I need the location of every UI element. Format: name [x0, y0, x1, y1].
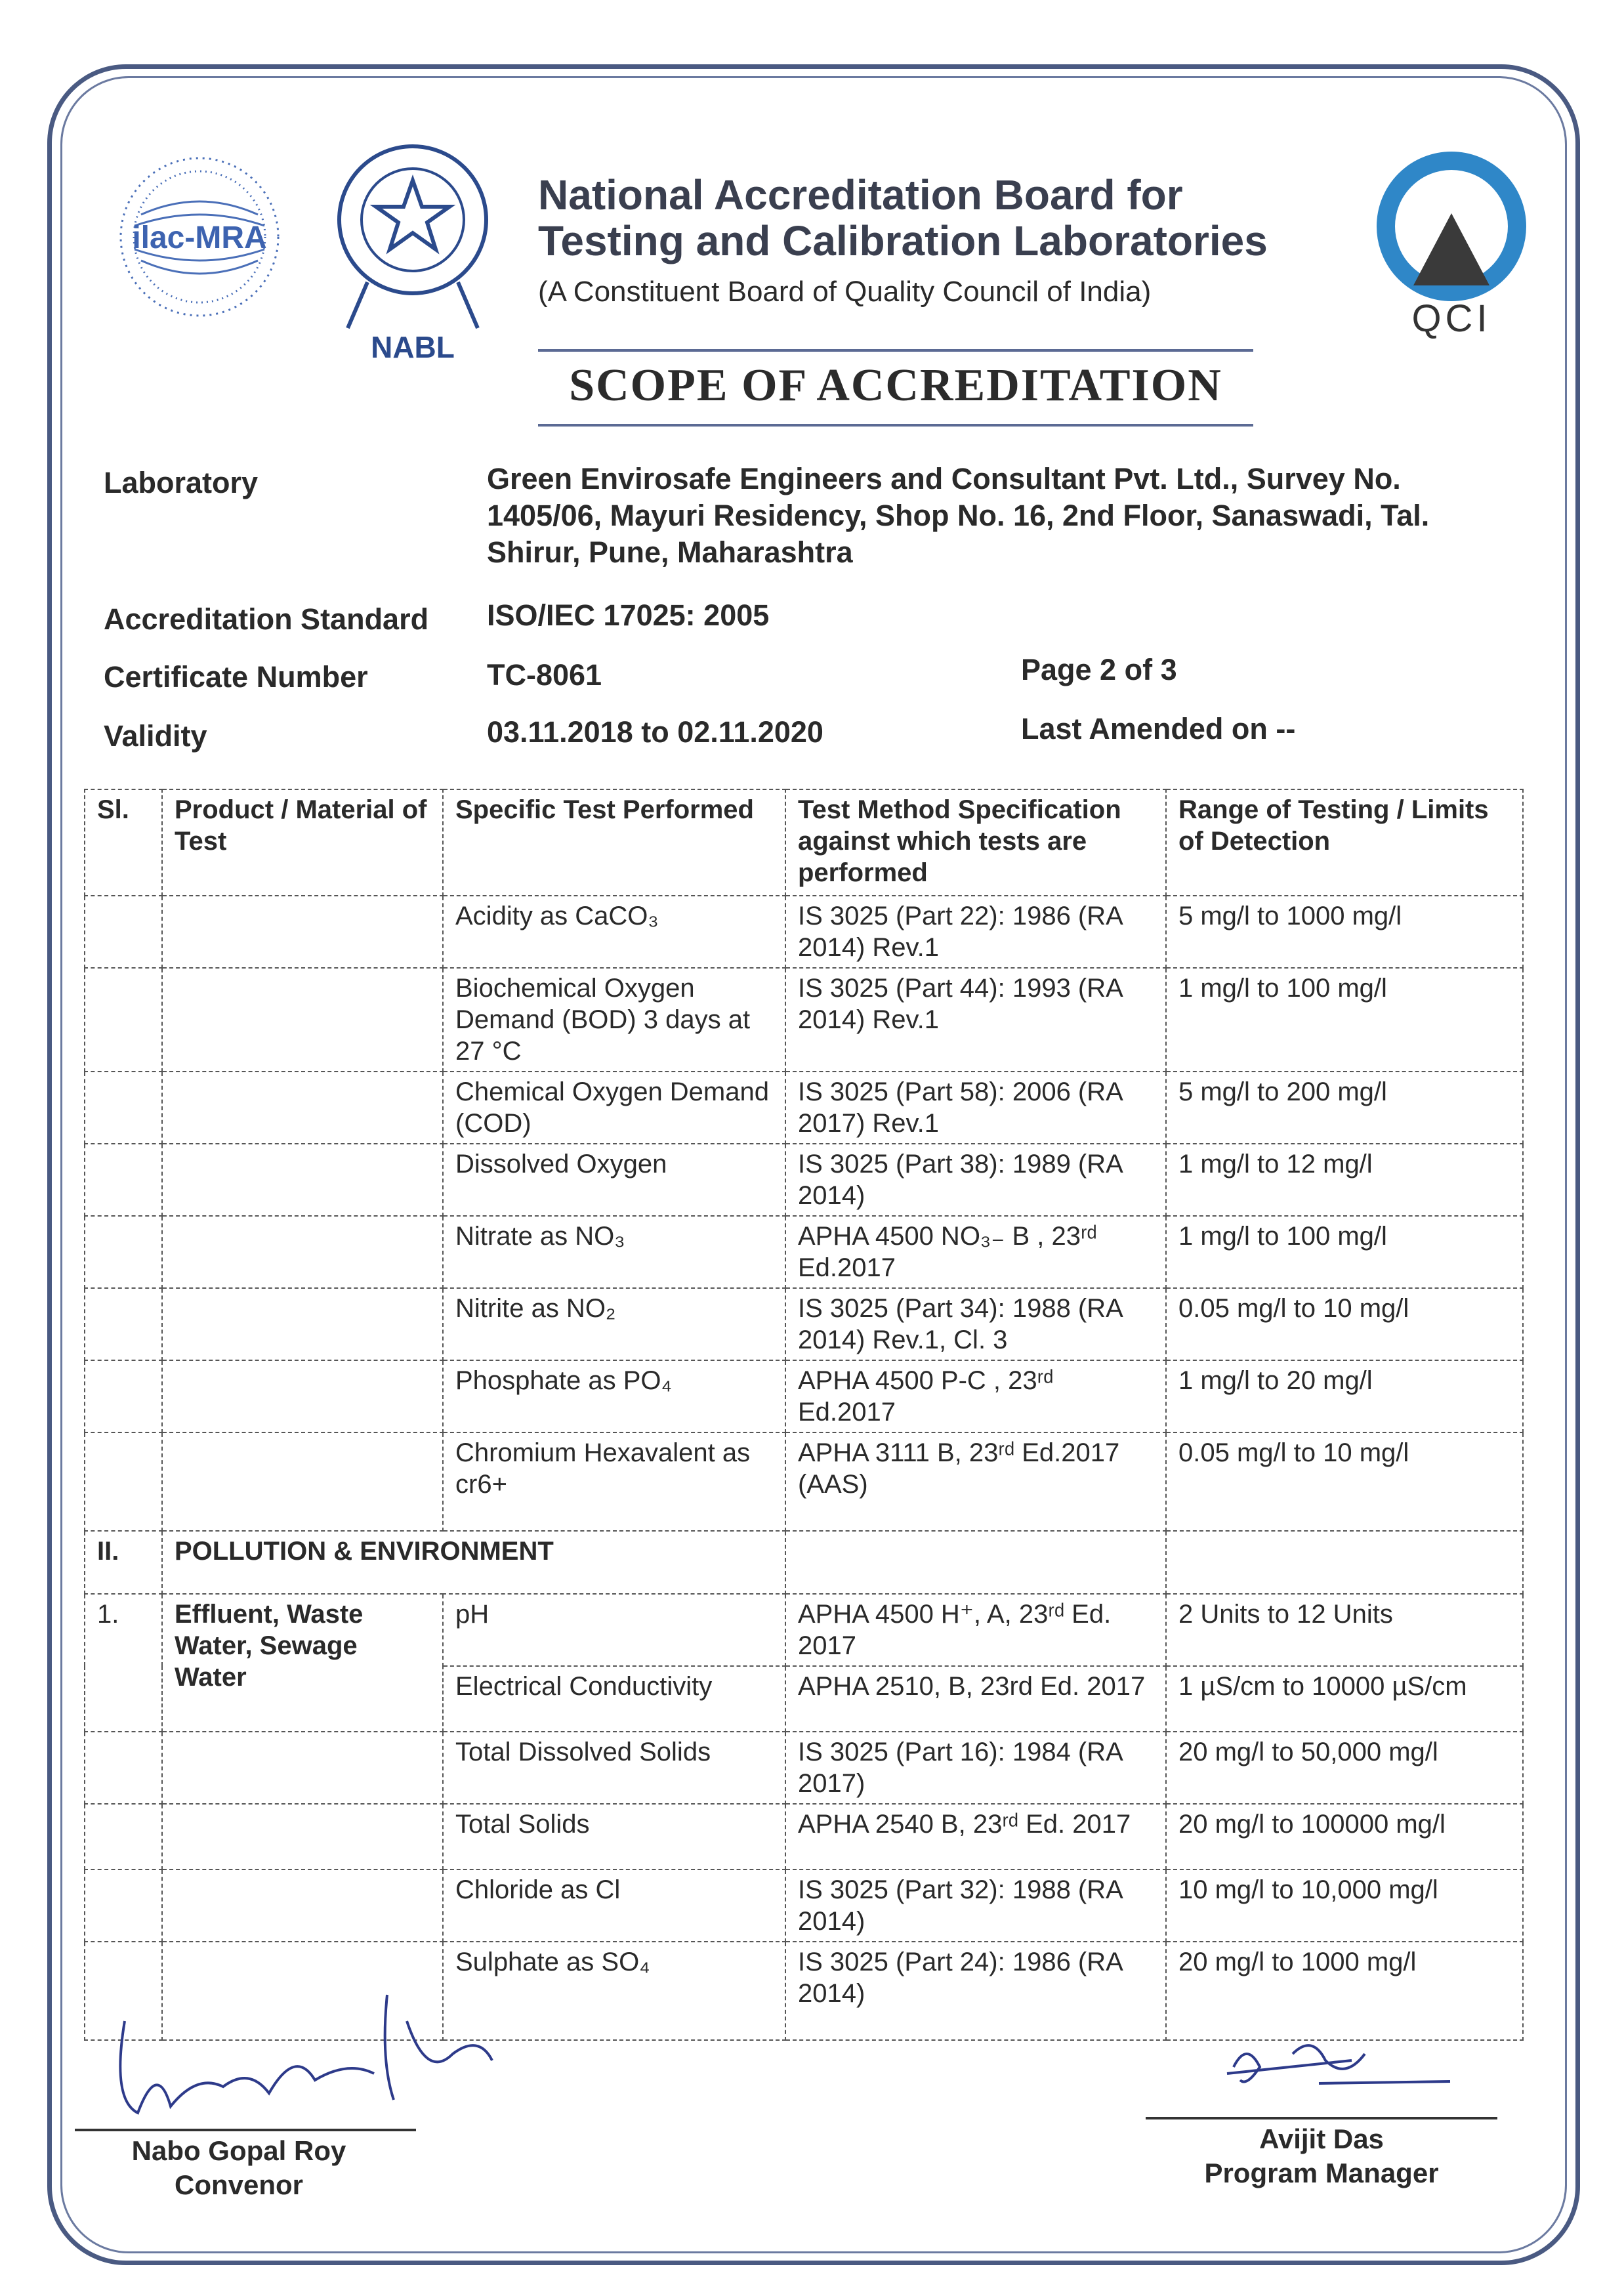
table-row — [85, 896, 1523, 968]
test-cell: Chloride as Cl — [443, 1869, 785, 1942]
svg-text:NABL: NABL — [371, 330, 455, 364]
scope-title: SCOPE OF ACCREDITATION — [569, 360, 1222, 411]
test-cell: Biochemical Oxygen Demand (BOD) 3 days at 27 °C — [443, 968, 785, 1072]
left-signatory-name: Nabo Gopal Roy — [131, 2135, 346, 2166]
right-signatory-name: Avijit Das — [1259, 2123, 1384, 2154]
validity-label: Validity — [104, 719, 207, 753]
section-title: POLLUTION & ENVIRONMENT — [162, 1531, 785, 1594]
range-cell: 0.05 mg/l to 10 mg/l — [1166, 1288, 1523, 1360]
test-cell: Sulphate as SO₄ — [443, 1942, 785, 2040]
table-header-row — [85, 789, 1523, 896]
method-cell: APHA 4500 P-C , 23ʳᵈ Ed.2017 — [785, 1360, 1166, 1432]
method-cell: IS 3025 (Part 24): 1986 (RA 2014) — [785, 1942, 1166, 2040]
header-test: Specific Test Performed — [443, 789, 785, 896]
svg-text:ilac-MRA: ilac-MRA — [132, 220, 267, 255]
standard-label: Accreditation Standard — [104, 602, 429, 636]
range-cell: 20 mg/l to 1000 mg/l — [1166, 1942, 1523, 2040]
table-row — [85, 1432, 1523, 1531]
board-subtitle: (A Constituent Board of Quality Council of India) — [538, 276, 1152, 308]
certificate-label: Certificate Number — [104, 660, 368, 694]
table-row — [85, 1594, 1523, 1666]
method-cell: IS 3025 (Part 34): 1988 (RA 2014) Rev.1, Cl. 3 — [785, 1288, 1166, 1360]
test-cell: Phosphate as PO₄ — [443, 1360, 785, 1432]
header-sl: Sl. — [85, 789, 162, 896]
ilac-mra-logo — [115, 152, 284, 322]
board-title-line1: National Accreditation Board for — [538, 171, 1183, 219]
laboratory-label: Laboratory — [104, 466, 259, 499]
table-row — [85, 1288, 1523, 1360]
range-cell: 0.05 mg/l to 10 mg/l — [1166, 1432, 1523, 1531]
table-row — [85, 968, 1523, 1072]
right-signature-line — [1146, 2117, 1497, 2119]
range-cell: 5 mg/l to 1000 mg/l — [1166, 896, 1523, 968]
test-cell: Total Dissolved Solids — [443, 1732, 785, 1804]
board-title — [538, 172, 1365, 264]
test-cell: Electrical Conductivity — [443, 1666, 785, 1732]
method-cell: IS 3025 (Part 58): 2006 (RA 2017) Rev.1 — [785, 1072, 1166, 1144]
right-signatory-title: Program Manager — [1204, 2158, 1439, 2188]
range-cell: 20 mg/l to 50,000 mg/l — [1166, 1732, 1523, 1804]
header-product: Product / Material of Test — [162, 789, 443, 896]
nabl-logo — [322, 141, 504, 364]
test-cell: Chromium Hexavalent as cr6+ — [443, 1432, 785, 1531]
test-cell: Nitrate as NO₃ — [443, 1216, 785, 1288]
range-cell: 1 µS/cm to 10000 µS/cm — [1166, 1666, 1523, 1732]
header-method: Test Method Specification against which tests are performed — [785, 789, 1166, 896]
method-cell: IS 3025 (Part 38): 1989 (RA 2014) — [785, 1144, 1166, 1216]
method-cell: APHA 2510, B, 23rd Ed. 2017 — [785, 1666, 1166, 1732]
page-number: Page 2 of 3 — [1021, 653, 1177, 686]
section-row — [85, 1531, 1523, 1594]
table-row — [85, 1216, 1523, 1288]
scope-table — [84, 789, 1524, 2041]
scope-table-wrapper — [84, 789, 1522, 2041]
range-cell: 1 mg/l to 20 mg/l — [1166, 1360, 1523, 1432]
table-row — [85, 1144, 1523, 1216]
last-amended: Last Amended on -- — [1021, 712, 1296, 745]
validity-value: 03.11.2018 to 02.11.2020 — [487, 715, 823, 749]
laboratory-value: Green Envirosafe Engineers and Consultant Pvt. Ltd., Survey No. 1405/06, Mayuri Residency, Shop No. 16, 2nd Floor, Sanaswadi, Tal. Shirur, Pune, Maharashtra — [487, 462, 1430, 569]
range-cell: 20 mg/l to 100000 mg/l — [1166, 1804, 1523, 1869]
standard-value: ISO/IEC 17025: 2005 — [487, 598, 770, 632]
certificate-value: TC-8061 — [487, 658, 602, 692]
method-cell: APHA 3111 B, 23ʳᵈ Ed.2017 (AAS) — [785, 1432, 1166, 1531]
header-range: Range of Testing / Limits of Detection — [1166, 789, 1523, 896]
test-cell: Chemical Oxygen Demand (COD) — [443, 1072, 785, 1144]
range-cell: 10 mg/l to 10,000 mg/l — [1166, 1869, 1523, 1942]
method-cell: IS 3025 (Part 16): 1984 (RA 2017) — [785, 1732, 1166, 1804]
method-cell: APHA 4500 NO₃₋ B , 23ʳᵈ Ed.2017 — [785, 1216, 1166, 1288]
left-signatory — [75, 2134, 403, 2202]
range-cell: 1 mg/l to 100 mg/l — [1166, 1216, 1523, 1288]
range-cell: 1 mg/l to 100 mg/l — [1166, 968, 1523, 1072]
qci-logo — [1368, 151, 1535, 341]
method-cell: IS 3025 (Part 32): 1988 (RA 2014) — [785, 1869, 1166, 1942]
left-signatory-title: Convenor — [174, 2169, 303, 2200]
table-row — [85, 1804, 1523, 1869]
test-cell: pH — [443, 1594, 785, 1666]
board-title-line2: Testing and Calibration Laboratories — [538, 217, 1268, 264]
test-cell: Dissolved Oxygen — [443, 1144, 785, 1216]
table-row — [85, 1360, 1523, 1432]
svg-text:QCI: QCI — [1411, 297, 1491, 340]
table-row — [85, 1732, 1523, 1804]
method-cell: APHA 4500 H⁺, A, 23ʳᵈ Ed. 2017 — [785, 1594, 1166, 1666]
test-cell: Acidity as CaCO₃ — [443, 896, 785, 968]
table-row — [85, 1072, 1523, 1144]
test-cell: Total Solids — [443, 1804, 785, 1869]
left-signature-line — [75, 2129, 416, 2131]
test-cell: Nitrite as NO₂ — [443, 1288, 785, 1360]
section-sl: II. — [85, 1531, 162, 1594]
method-cell: APHA 2540 B, 23ʳᵈ Ed. 2017 — [785, 1804, 1166, 1869]
range-cell: 1 mg/l to 12 mg/l — [1166, 1144, 1523, 1216]
right-signature — [1220, 2021, 1535, 2113]
method-cell: IS 3025 (Part 44): 1993 (RA 2014) Rev.1 — [785, 968, 1166, 1072]
range-cell: 2 Units to 12 Units — [1166, 1594, 1523, 1666]
left-signature — [98, 1982, 518, 2139]
table-row — [85, 1869, 1523, 1942]
range-cell: 5 mg/l to 200 mg/l — [1166, 1072, 1523, 1144]
method-cell: IS 3025 (Part 22): 1986 (RA 2014) Rev.1 — [785, 896, 1166, 968]
right-signatory — [1146, 2122, 1497, 2190]
title-rule-bottom — [538, 424, 1253, 427]
group-sl: 1. — [85, 1594, 162, 1732]
group-product: Effluent, Waste Water, Sewage Water — [162, 1594, 443, 1732]
title-rule-top — [538, 349, 1253, 352]
